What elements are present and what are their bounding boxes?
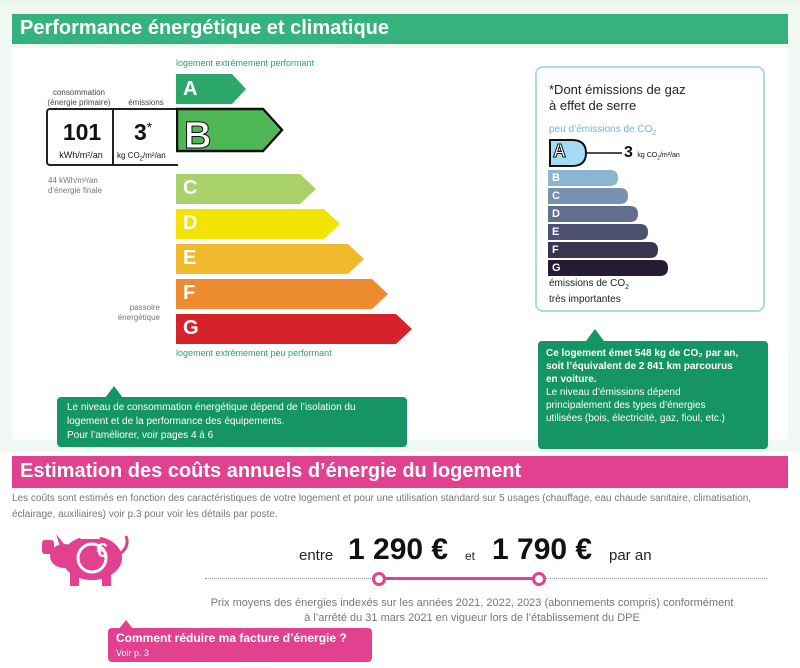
energy-bar-d xyxy=(176,209,340,239)
ges-letter-g: G xyxy=(552,262,561,274)
prices-note-line2: à l’arrêté du 31 mars 2021 en vigueur lors de l’établissement du DPE xyxy=(304,612,640,624)
energy-class-scale xyxy=(176,72,416,347)
ges-callout-bold-line3: en voiture. xyxy=(546,374,597,385)
cost-title: Estimation des coûts annuels d’énergie du logement xyxy=(20,460,522,482)
ges-top-label-sub: 2 xyxy=(652,130,657,137)
ges-callout-line1: Le niveau d’émissions dépend xyxy=(546,387,681,398)
ges-letter-d: D xyxy=(552,208,560,220)
ges-unit-prefix: kg CO xyxy=(637,152,658,159)
final-energy-line2: d'énergie finale xyxy=(48,186,103,195)
prices-note xyxy=(172,596,772,626)
ges-callout-bold-line1: Ce logement émet 548 kg de CO₂ par an, xyxy=(546,348,739,359)
performance-title: Performance énergétique et climatique xyxy=(20,17,390,39)
piggy-euro-symbol: € xyxy=(96,540,108,562)
ges-heading-line2: à effet de serre xyxy=(549,98,637,113)
consumption-callout-line1: Le niveau de consommation énergétique dépend de l’isolation du xyxy=(67,402,356,413)
ges-callout-tail xyxy=(586,329,604,341)
consumption-value: 101 xyxy=(62,119,102,145)
energy-bar-g xyxy=(176,314,412,344)
price-range-bar xyxy=(379,577,540,580)
ges-heading-line1: *Dont émissions de gaz xyxy=(549,82,686,97)
consumption-callout-line2: logement et de la performance des équipements. xyxy=(67,416,285,427)
energy-bar-e xyxy=(176,244,364,274)
ges-letter-c: C xyxy=(552,190,560,202)
ges-bar-d xyxy=(548,206,638,222)
ges-bottom-prefix: émissions de CO xyxy=(549,278,626,289)
max-price: 1 790 € xyxy=(492,533,593,566)
energy-letter-c: C xyxy=(183,177,198,199)
ges-value xyxy=(624,144,680,162)
emissions-value xyxy=(134,119,152,146)
ges-letter-b: B xyxy=(552,172,560,184)
between-label: entre xyxy=(299,547,334,564)
ges-bottom-line1 xyxy=(549,278,629,294)
ges-callout-line2: principalement des types d’énergies xyxy=(546,400,706,411)
cost-description: Les coûts sont estimés en fonction des caractéristiques de votre logement et pour une utilisation standard sur 5 usages (chauffage, eau chaude sanitaire, climatisation, éclairage, auxiliaires) voir p.3 pour voir les détails par poste. xyxy=(12,493,752,520)
ges-callout xyxy=(538,341,768,449)
ges-bottom-line2: très importantes xyxy=(549,294,621,305)
energy-bar-f xyxy=(176,279,388,309)
ges-heading xyxy=(549,82,686,114)
price-range-min-marker xyxy=(372,572,386,586)
min-price: 1 290 € xyxy=(348,533,449,566)
consumption-header-line2: (énergie primaire) xyxy=(47,98,111,107)
ges-letter-a: A xyxy=(553,141,566,161)
passoire-label xyxy=(108,303,160,323)
ges-bar-f xyxy=(548,242,658,258)
energy-letter-e: E xyxy=(183,247,197,269)
top-divider xyxy=(0,0,800,6)
ges-callout-line3: utilisées (bois, électricité, gaz, fioul, etc.) xyxy=(546,413,725,424)
ges-value-unit xyxy=(637,152,680,162)
prices-note-line1: Prix moyens des énergies indexés sur les années 2021, 2022, 2023 (abonnements compris) conformément xyxy=(210,597,734,609)
price-range-max-marker xyxy=(532,572,546,586)
ges-top-label-prefix: peu d’émissions de CO xyxy=(549,124,653,135)
emissions-unit-sub: 2 xyxy=(139,156,144,163)
per-year-label: par an xyxy=(609,547,652,564)
ges-bottom-label xyxy=(549,278,629,306)
reduce-bill-link[interactable] xyxy=(108,628,372,662)
ges-letter-f: F xyxy=(552,244,559,256)
passoire-line1: passoire xyxy=(129,303,160,312)
ges-value-number: 3 xyxy=(624,144,633,161)
emissions-unit-prefix: kg CO xyxy=(117,151,140,160)
final-energy-line1: 44 kWh/m²/an xyxy=(48,176,98,185)
emissions-unit xyxy=(117,151,166,163)
ges-unit-suffix: /m²/an xyxy=(659,152,680,159)
label-box-divider xyxy=(112,110,114,164)
consumption-header xyxy=(46,88,112,108)
ges-bottom-sub: 2 xyxy=(625,284,630,291)
emissions-number: 3 xyxy=(134,119,147,145)
consumption-header-line1: consommation xyxy=(52,88,106,97)
emissions-header: émissions xyxy=(128,98,164,107)
ges-bar-e xyxy=(548,224,648,240)
and-label: et xyxy=(465,549,476,563)
energy-letter-b: B xyxy=(184,115,212,157)
ges-bar-g xyxy=(548,260,668,276)
ges-unit-sub: 2 xyxy=(657,155,660,162)
ges-bar-c xyxy=(548,188,628,204)
final-energy-note xyxy=(48,176,102,196)
energy-letter-f: F xyxy=(183,282,196,304)
ges-letter-e: E xyxy=(552,226,560,238)
top-performance-label: logement extrêmement performant xyxy=(176,58,315,68)
consumption-unit: kWh/m²/an xyxy=(59,150,103,160)
energy-letter-g: G xyxy=(183,317,199,339)
energy-letter-a: A xyxy=(183,78,198,100)
consumption-callout xyxy=(57,397,407,447)
energy-letter-d: D xyxy=(183,212,198,234)
reduce-bill-sub: Voir p. 3 xyxy=(116,648,150,658)
emissions-unit-suffix: /m²/an xyxy=(143,151,166,160)
ges-callout-bold-line2: soit l’équivalent de 2 841 km parcourus xyxy=(546,361,733,372)
bottom-performance-label: logement extrêmement peu performant xyxy=(176,348,332,358)
ges-top-label xyxy=(549,124,656,137)
passoire-line2: énergétique xyxy=(117,313,160,322)
reduce-bill-title: Comment réduire ma facture d’énergie ? xyxy=(116,631,347,645)
consumption-callout-line3: Pour l’améliorer, voir pages 4 à 6 xyxy=(67,430,214,441)
emissions-asterisk: * xyxy=(146,119,153,135)
